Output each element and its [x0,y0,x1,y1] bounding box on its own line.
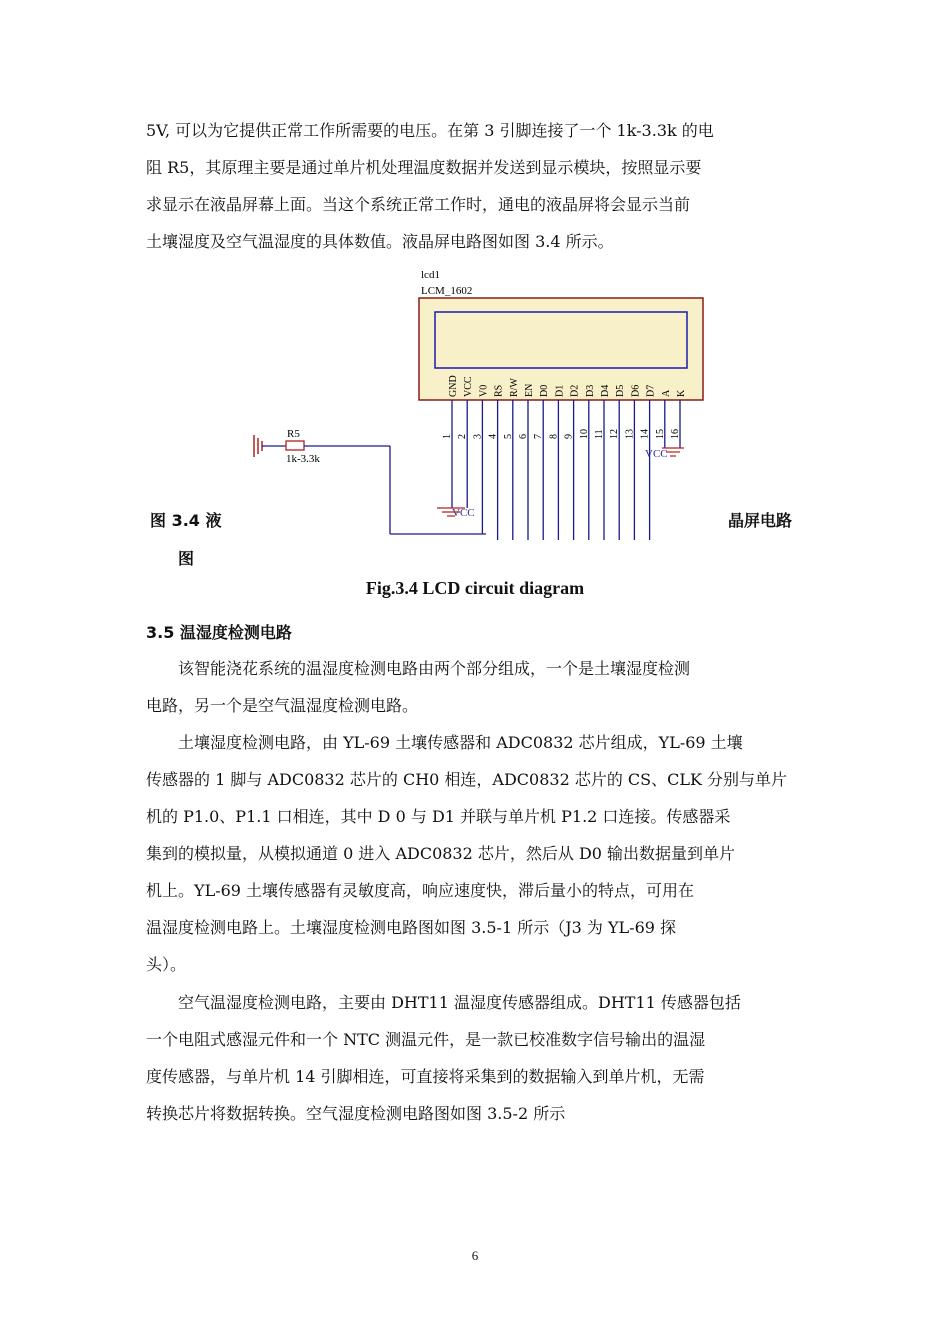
text-line: 5V, 可以为它提供正常工作所需要的电压。在第 3 引脚连接了一个 1k-3.3k 的电 [146,121,714,140]
text-line: 土壤湿度及空气温湿度的具体数值。液晶屏电路图如图 3.4 所示。 [146,232,614,251]
pin-name-label: D0 [539,384,551,397]
text-line: 土壤湿度检测电路，由 YL-69 土壤传感器和 ADC0832 芯片组成，YL-69 土壤 [146,733,743,752]
resistor-r5 [254,435,486,534]
pin-name-label: A [660,389,672,397]
text-line: 头）。 [146,955,187,974]
pin-name-label: EN [524,383,535,397]
paragraph-soil-humidity [146,724,808,983]
pin-number-label: 6 [518,434,529,439]
pin-number-label: 15 [654,429,666,439]
pin-number-label: 4 [487,434,499,439]
pin-number-label: 2 [457,434,469,439]
pin-number-label: 7 [533,434,545,439]
page-number: 6 [471,1248,479,1263]
pin-number-label: 12 [609,429,621,439]
text-line: 求显示在液晶屏幕上面。当这个系统正常工作时，通电的液晶屏将会显示当前 [146,195,691,214]
text-line: 集到的模拟量，从模拟通道 0 进入 ADC0832 芯片，然后从 D0 输出数据量到单片 [146,844,736,863]
pin-number-label: 16 [670,429,681,439]
pin-number-label: 3 [472,434,484,439]
lcd-screen [435,312,687,368]
pin-name-label: D1 [554,384,566,397]
pin-name-label: D3 [584,384,596,397]
vcc-label-right: VCC [645,448,668,460]
pin-number-label: 14 [639,429,651,439]
text-line: 传感器的 1 脚与 ADC0832 芯片的 CH0 相连，ADC0832 芯片的 CS、CLK 分别与单片 [146,770,788,789]
pin-name-label: VCC [463,376,475,397]
pin-number-label: 1 [442,434,453,439]
figure-caption-cn-right: 晶屏电路 [728,511,793,530]
figure-caption-cn-continued: 图 [178,549,195,568]
resistor-value: 1k-3.3k [286,453,320,465]
pin-name-label: R/W [508,378,520,397]
pin-number-group [442,429,681,439]
text-line: 该智能浇花系统的温湿度检测电路由两个部分组成，一个是土壤湿度检测 [146,659,691,678]
component-ref: lcd1 [421,269,440,281]
pin-name-label: D5 [615,384,627,397]
text-line: 温湿度检测电路上。土壤湿度检测电路图如图 3.5-1 所示（J3 为 YL-69 探 [146,918,677,937]
pin-name-label: D2 [569,384,581,397]
pin-number-label: 9 [563,434,575,439]
pin-number-label: 11 [594,429,605,439]
pin-name-label: V0 [478,384,490,397]
component-model: LCM_1602 [421,285,473,297]
pin-number-label: 8 [548,434,560,439]
vcc-label-left: VCC [452,507,475,519]
text-line: 空气温湿度检测电路，主要由 DHT11 温湿度传感器组成。DHT11 传感器包括 [146,993,741,1012]
figure-caption-cn: 图 3.4 液 [150,511,222,530]
text-line: 电路，另一个是空气温湿度检测电路。 [146,696,419,715]
pin-number-label: 10 [578,429,590,439]
text-line: 机上。YL-69 土壤传感器有灵敏度高，响应速度快，滞后量小的特点，可用在 [146,881,695,900]
pin-number-label: 5 [502,434,514,439]
pin-name-label: RS [493,384,505,397]
pin-name-label: D6 [630,384,642,397]
pin-number-label: 13 [624,429,636,439]
lcd-circuit-diagram [0,262,950,562]
text-line: 转换芯片将数据转换。空气湿度检测电路图如图 3.5-2 所示 [146,1104,566,1123]
text-line: 阻 R5，其原理主要是通过单片机处理温度数据并发送到显示模块，按照显示要 [146,158,702,177]
resistor-ref: R5 [287,428,300,440]
text-line: 度传感器，与单片机 14 引脚相连，可直接将采集到的数据输入到单片机，无需 [146,1067,705,1086]
text-line: 一个电阻式感湿元件和一个 NTC 测温元件，是一款已校准数字信号输出的温湿 [146,1030,706,1049]
paragraph-air-humidity [146,984,808,1132]
pin-name-label: D4 [600,384,611,397]
pin-name-label: K [676,389,687,397]
paragraph-intro [146,650,808,724]
text-line: 机的 P1.0、P1.1 口相连，其中 D 0 与 D1 并联与单片机 P1.2 口连接。传感器采 [146,807,731,826]
figure-caption-en: Fig.3.4 LCD circuit diagram [365,578,585,598]
paragraph-lcd-description [146,112,808,260]
pin-name-label: D7 [645,384,657,397]
pin-line-group [452,400,680,540]
section-heading: 3.5 温湿度检测电路 [146,623,292,642]
pin-name-label: GND [448,375,459,397]
